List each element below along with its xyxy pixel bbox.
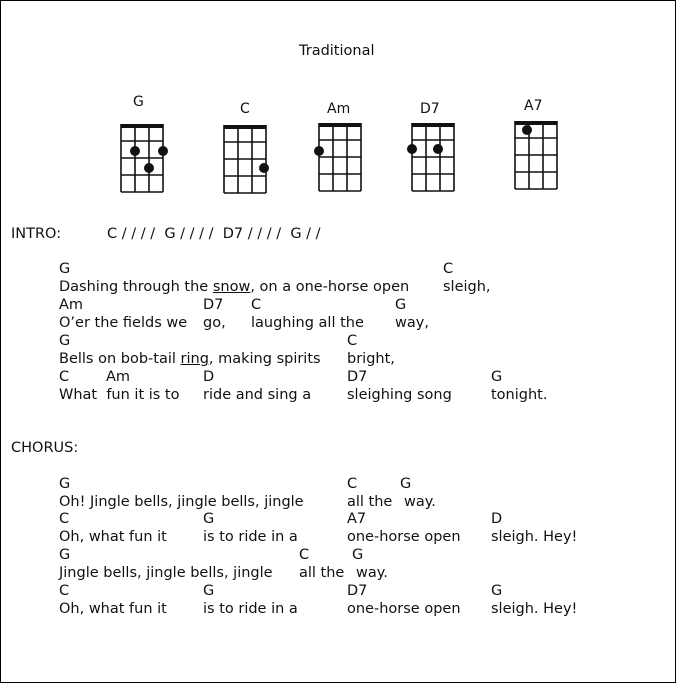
finger-dot xyxy=(314,146,324,156)
chord-mark: D7 xyxy=(347,583,368,599)
finger-dot xyxy=(407,144,417,154)
finger-dot xyxy=(259,163,269,173)
lyric-line: Bells on bob-tail ring, making spirits xyxy=(59,351,321,367)
lyric-text: tonight. xyxy=(491,387,548,403)
lyric-text: What fun it is to xyxy=(59,387,180,403)
lyric-text: go, xyxy=(203,315,226,331)
lyric-text: all the xyxy=(347,494,393,510)
lyric-text: bright, xyxy=(347,351,395,367)
lyric-text: ride and sing a xyxy=(203,387,312,403)
chord-name-d7: D7 xyxy=(420,101,440,117)
chord-mark: G xyxy=(491,369,503,385)
chord-mark: C xyxy=(347,476,358,492)
lyric-text: way, xyxy=(395,315,429,331)
chord-mark: G xyxy=(59,547,71,563)
intro-label: INTRO: xyxy=(11,226,62,242)
chord-diagram-am xyxy=(317,123,365,193)
lyric-text: all the xyxy=(299,565,345,581)
lyric-text: one-horse open xyxy=(347,601,461,617)
chord-mark: G xyxy=(203,511,215,527)
chord-mark: D xyxy=(203,369,215,385)
chorus-label: CHORUS: xyxy=(11,440,79,456)
chord-diagram-a7 xyxy=(513,121,561,191)
chord-mark: D7 xyxy=(203,297,224,313)
chord-diagram-g xyxy=(119,124,167,194)
lyric-text: way. xyxy=(356,565,388,581)
chord-mark: C xyxy=(59,511,70,527)
chord-mark: G xyxy=(59,333,71,349)
lyric-text: Oh, what fun it xyxy=(59,601,167,617)
chord-mark: G xyxy=(59,261,71,277)
chord-mark: C xyxy=(347,333,358,349)
chord-mark: G xyxy=(491,583,503,599)
chord-mark: G xyxy=(59,476,71,492)
lyric-text: sleighing song xyxy=(347,387,452,403)
lyric-text: way. xyxy=(404,494,436,510)
lyric-text: one-horse open xyxy=(347,529,461,545)
lyric-text: is to ride in a xyxy=(203,529,298,545)
chord-name-c: C xyxy=(240,101,250,117)
song-subtitle: Traditional xyxy=(299,43,375,59)
lyric-text: laughing all the xyxy=(251,315,364,331)
lyric-text: is to ride in a xyxy=(203,601,298,617)
finger-dot xyxy=(130,146,140,156)
chord-mark: G xyxy=(395,297,407,313)
chord-diagram-d7 xyxy=(410,123,458,193)
chord-name-am: Am xyxy=(327,101,351,117)
chord-mark: C xyxy=(251,297,262,313)
chord-mark: C xyxy=(59,583,70,599)
chord-mark: C xyxy=(443,261,454,277)
lyric-text: O’er the fields we xyxy=(59,315,188,331)
chord-diagram-c xyxy=(222,125,270,195)
lyric-text: sleigh. Hey! xyxy=(491,601,578,617)
finger-dot xyxy=(522,125,532,135)
finger-dot xyxy=(144,163,154,173)
chord-mark: C xyxy=(59,369,70,385)
chord-mark: D7 xyxy=(347,369,368,385)
chord-mark: G xyxy=(203,583,215,599)
chord-mark: D xyxy=(491,511,503,527)
chord-mark: Am xyxy=(59,297,84,313)
chord-mark: G xyxy=(400,476,412,492)
chord-mark: A7 xyxy=(347,511,367,527)
chord-name-g: G xyxy=(133,94,144,110)
intro-pattern: C / / / / G / / / / D7 / / / / G / / xyxy=(107,226,321,242)
lyric-line: Dashing through the snow, on a one-horse open xyxy=(59,279,410,295)
lyric-text: Oh, what fun it xyxy=(59,529,167,545)
lyric-text: Jingle bells, jingle bells, jingle xyxy=(59,565,273,581)
lyric-text: sleigh, xyxy=(443,279,491,295)
chord-mark: G xyxy=(352,547,364,563)
finger-dot xyxy=(433,144,443,154)
lyric-text: sleigh. Hey! xyxy=(491,529,578,545)
lyric-text: Oh! Jingle bells, jingle bells, jingle xyxy=(59,494,304,510)
chord-name-a7: A7 xyxy=(524,98,543,114)
chord-mark: C xyxy=(299,547,310,563)
finger-dot xyxy=(158,146,168,156)
chord-mark: Am xyxy=(106,369,131,385)
